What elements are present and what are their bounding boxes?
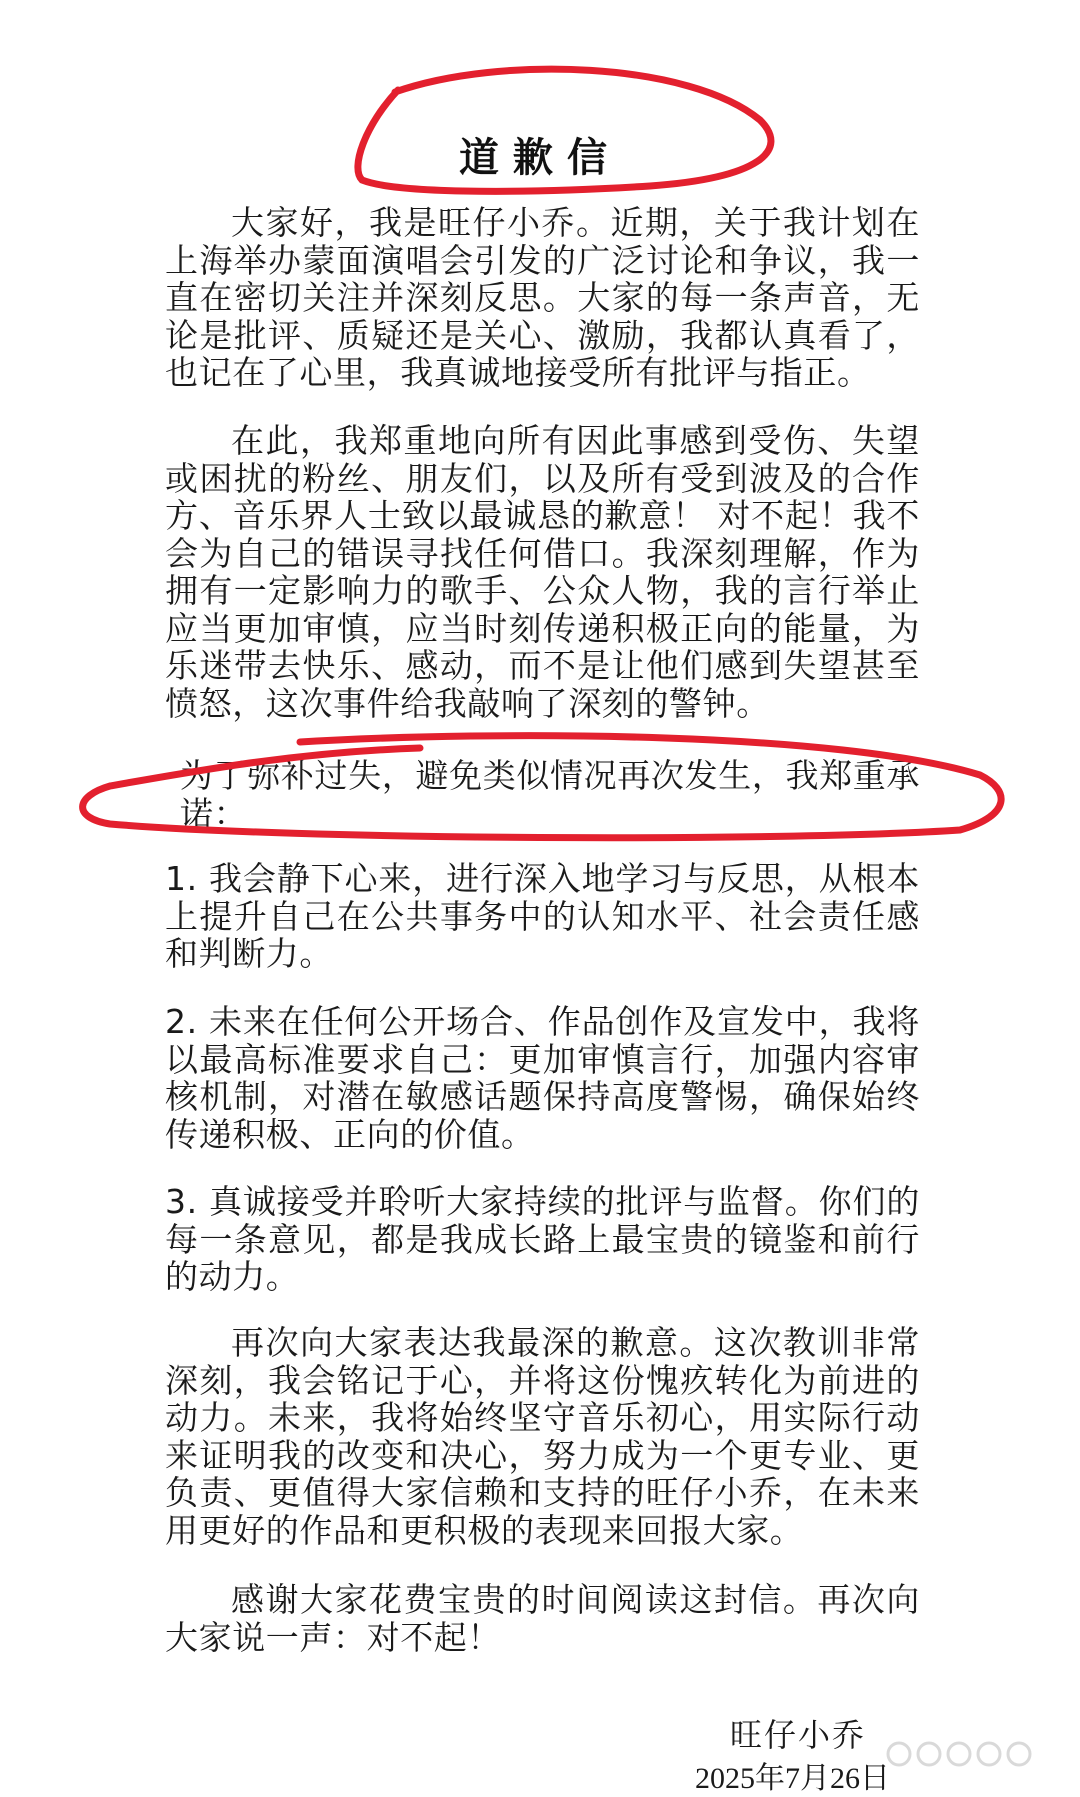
paragraph-greeting: 大家好，我是旺仔小乔。近期，关于我计划在上海举办蒙面演唱会引发的广泛讨论和争议，我一直在密切关注并深刻反思。大家的每一条声音，无论是批评、质疑还是关心、激励，我都认真看了，也记在了心里，我真诚地接受所有批评与指正。	[165, 203, 920, 392]
signature: 旺仔小乔	[730, 1716, 867, 1754]
paragraph-commitment-intro: 为了弥补过失，避免类似情况再次发生，我郑重承诺：	[180, 756, 920, 833]
commitment-item-2: 2. 未来在任何公开场合、作品创作及宣发中，我将以最高标准要求自己：更加审慎言行，加强内容审核机制，对潜在敏感话题保持高度警惕，确保始终传递积极、正向的价值。	[165, 1002, 920, 1154]
watermark-dots-logo	[885, 1736, 1055, 1772]
paragraph-closing: 再次向大家表达我最深的歉意。这次教训非常深刻，我会铭记于心，并将这份愧疚转化为前进的动力。未来，我将始终坚守音乐初心，用实际行动来证明我的改变和决心，努力成为一个更专业、更负责、更值得大家信赖和支持的旺仔小乔，在未来用更好的作品和更积极的表现来回报大家。	[165, 1323, 920, 1550]
commitment-item-1: 1. 我会静下心来，进行深入地学习与反思，从根本上提升自己在公共事务中的认知水平、社会责任感和判断力。	[165, 859, 920, 973]
letter-title: 道歉信	[459, 135, 621, 181]
commitment-item-3: 3. 真诚接受并聆听大家持续的批评与监督。你们的每一条意见，都是我成长路上最宝贵的镜鉴和前行的动力。	[165, 1182, 920, 1296]
paragraph-thanks: 感谢大家花费宝贵的时间阅读这封信。再次向大家说一声：对不起！	[165, 1580, 920, 1657]
paragraph-apology: 在此，我郑重地向所有因此事感到受伤、失望或困扰的粉丝、朋友们，以及所有受到波及的合作方、音乐界人士致以最诚恳的歉意！ 对不起！我不会为自己的错误寻找任何借口。我深刻理解，作为拥有一定影响力的歌手、公众人物，我的言行举止应当更加审慎，应当时刻传递积极正向的能量，为乐迷带去快乐、感动，而不是让他们感到失望甚至愤怒，这次事件给我敲响了深刻的警钟。	[165, 421, 920, 723]
signature-date: 2025年7月26日	[695, 1762, 890, 1795]
